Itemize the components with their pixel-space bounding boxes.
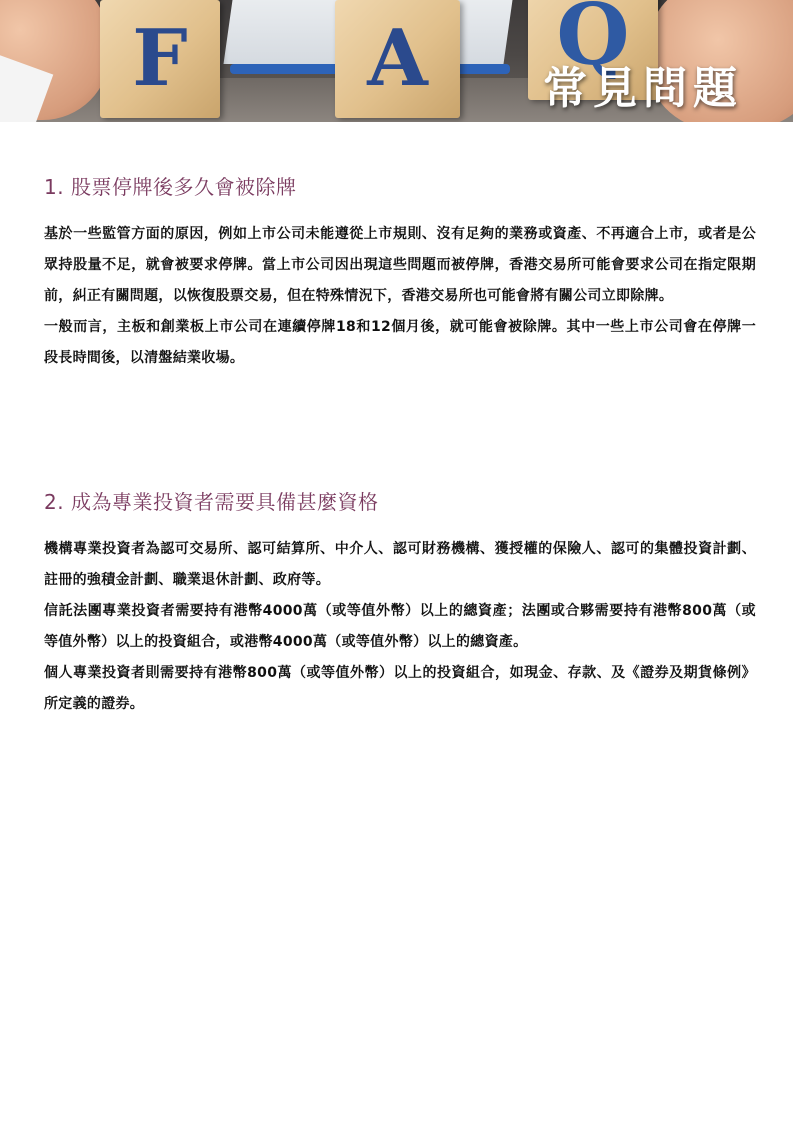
section-paragraph: 個人專業投資者則需要持有港幣800萬（或等值外幣）以上的投資組合，如現金、存款、及《證券及期貨條例》所定義的證券。 xyxy=(44,665,756,712)
faq-section-professional-investor xyxy=(44,487,756,720)
faq-banner xyxy=(0,0,793,122)
section-paragraph: 基於一些監管方面的原因，例如上市公司未能遵從上市規則、沒有足夠的業務或資產、不再適合上市，或者是公眾持股量不足，就會被要求停牌。當上市公司因出現這些問題而被停牌，香港交易所可能會要求公司在指定限期前，糾正有關問題，以恢復股票交易，但在特殊情況下，香港交易所也可能會將有關公司立即除牌。 xyxy=(44,226,756,304)
section-paragraph: 一般而言，主板和創業板上市公司在連續停牌18和12個月後，就可能會被除牌。其中一些上市公司會在停牌一段長時間後，以清盤結業收場。 xyxy=(44,319,756,366)
section-heading: 1. 股票停牌後多久會被除牌 xyxy=(44,175,297,199)
cube-letter: F xyxy=(132,13,188,104)
page-title: 常見問題 xyxy=(543,63,743,114)
cube-letter-a xyxy=(335,0,460,118)
section-paragraph: 信託法團專業投資者需要持有港幣4000萬（或等值外幣）以上的總資產；法團或合夥需要持有港幣800萬（或等值外幣）以上的投資組合，或港幣4000萬（或等值外幣）以上的總資產。 xyxy=(44,603,756,650)
section-heading: 2. 成為專業投資者需要具備甚麼資格 xyxy=(44,490,379,514)
cube-letter-f xyxy=(100,0,220,118)
section-paragraph: 機構專業投資者為認可交易所、認可結算所、中介人、認可財務機構、獲授權的保險人、認可的集體投資計劃、註冊的強積金計劃、職業退休計劃、政府等。 xyxy=(44,541,756,588)
cube-letter: Q xyxy=(556,0,630,84)
faq-section-delisting xyxy=(44,172,756,374)
cube-letter: A xyxy=(367,13,428,104)
